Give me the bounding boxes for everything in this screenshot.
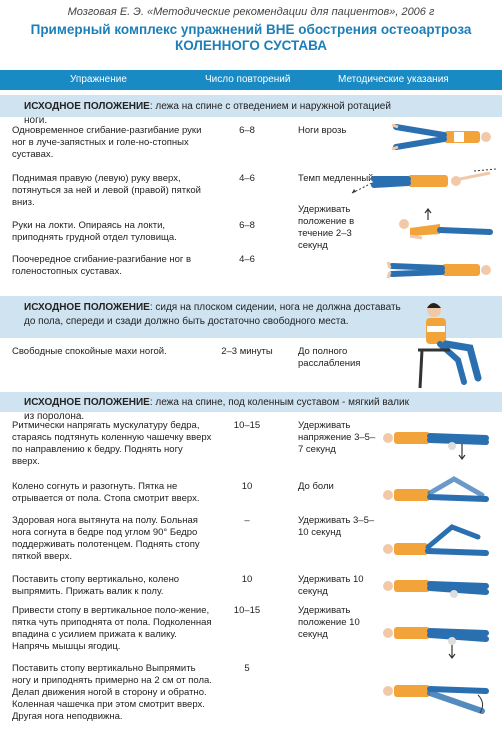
- reps-value: 6–8: [239, 220, 255, 231]
- exercise-text: Ритмически напрягать мускулатуру бедра, стараясь подтянуть коленную чашечку вверх по направлению к бедру. Поднять ногу вверх.: [12, 420, 212, 467]
- section-text: : лежа на спине с отведением и наружной ротацией ноги.: [24, 101, 391, 126]
- section-band-3: [0, 392, 502, 422]
- section-text: : лежа на спине, под коленным суставом - мягкий валик из поролона.: [24, 397, 409, 422]
- reps-value: 10–15: [233, 605, 261, 616]
- exercise-illustration: [382, 574, 494, 604]
- section-band-1: [0, 95, 502, 126]
- exercise-illustration: [350, 167, 498, 195]
- section-label: ИСХОДНОЕ ПОЛОЖЕНИЕ: [24, 302, 150, 313]
- reps-value: 4–6: [239, 173, 255, 184]
- exercise-text: Поднимая правую (левую) руку вверх, потянуться за ней и левой (правой) пяткой вниз.: [12, 173, 201, 208]
- reps-value: 10: [241, 481, 253, 492]
- note-text: Ноги врозь: [298, 125, 347, 136]
- header-exercise: Упражнение: [70, 74, 127, 85]
- page-title: [0, 22, 502, 54]
- exercise-illustration: [382, 473, 494, 509]
- exercise-text: Поставить стопу вертикально, колено выпрямить. Прижать валик к полу.: [12, 574, 180, 597]
- exercise-illustration: [382, 256, 494, 284]
- exercise-illustration: [382, 121, 494, 153]
- exercise-text: Поставить стопу вертикально Выпрямить ногу и приподнять примерно на 2 см от пола. Делап движения ногой в сторону и обратно. Коленная чашечка при этом смотрит вверх. Другая нога неподвижна.: [12, 663, 212, 722]
- note-text: До боли: [298, 481, 334, 492]
- note-text: Удерживать положение в течение 2–3 секунд: [298, 204, 355, 251]
- note-text: Удерживать 3–5–10 секунд: [298, 515, 375, 538]
- exercise-illustration: [382, 424, 494, 460]
- reps-value: –: [244, 515, 250, 526]
- section-label: ИСХОДНОЕ ПОЛОЖЕНИЕ: [24, 101, 150, 112]
- reps-value: 10–15: [233, 420, 261, 431]
- title-line-2: КОЛЕННОГО СУСТАВА: [175, 38, 327, 53]
- note-text: Удерживать 10 секунд: [298, 574, 364, 597]
- note-text: Удерживать напряжение 3–5–7 секунд: [298, 420, 376, 455]
- reps-value: 4–6: [239, 254, 255, 265]
- exercise-text: Привести стопу в вертикальное поло-жение, пятка чуть приподнята от пола. Подколенная впадина с усилием прижата к валику. Напрячь мышцы ягодиц.: [12, 605, 212, 652]
- exercise-illustration: [382, 523, 494, 563]
- exercise-text: Поочередное сгибание-разгибание ног в голеностопных суставах.: [12, 254, 192, 277]
- exercise-text: Одновременное сгибание-разгибание руки ног в луче-запястных и голе-но-стопных суставах.: [12, 125, 202, 160]
- note-text: Удерживать положение 10 секунд: [298, 605, 360, 640]
- author-citation: Мозговая Е. Э. «Методические рекомендации для пациентов», 2006 г: [67, 6, 435, 18]
- reps-value: 6–8: [239, 125, 255, 136]
- table-header: [0, 70, 502, 90]
- exercise-text: Свободные спокойные махи ногой.: [12, 346, 167, 357]
- section-label: ИСХОДНОЕ ПОЛОЖЕНИЕ: [24, 397, 150, 408]
- note-text: Темп медленный: [298, 173, 374, 184]
- note-text: До полного расслабления: [298, 346, 361, 369]
- exercise-text: Руки на локти. Опираясь на локти, приподнять грудной отдел туловища.: [12, 220, 177, 243]
- header-reps: Число повторений: [205, 74, 291, 85]
- reps-value: 10: [241, 574, 253, 585]
- title-line-1: Примерный комплекс упражнений ВНЕ обострения остеоартроза: [30, 22, 472, 37]
- exercise-illustration: [382, 673, 494, 723]
- exercise-illustration: [382, 619, 494, 659]
- exercise-illustration: [382, 206, 494, 242]
- reps-value: 2–3 минуты: [221, 346, 273, 357]
- exercise-illustration: [398, 298, 498, 390]
- header-notes: Методические указания: [338, 74, 449, 85]
- section-text: : сидя на плоском сидении, нога не должна доставать до пола, спереди и сзади должно быть достаточно свободного места.: [24, 302, 401, 327]
- reps-value: 5: [244, 663, 250, 674]
- exercise-text: Колено согнуть и разогнуть. Пятка не отрывается от пола. Стопа смотрит вверх.: [12, 481, 200, 504]
- exercise-text: Здоровая нога вытянута на полу. Больная нога согнута в бедре под углом 90° Бедро поддерживать полотенцем. Поднять стопу пяткой вверх.: [12, 515, 200, 562]
